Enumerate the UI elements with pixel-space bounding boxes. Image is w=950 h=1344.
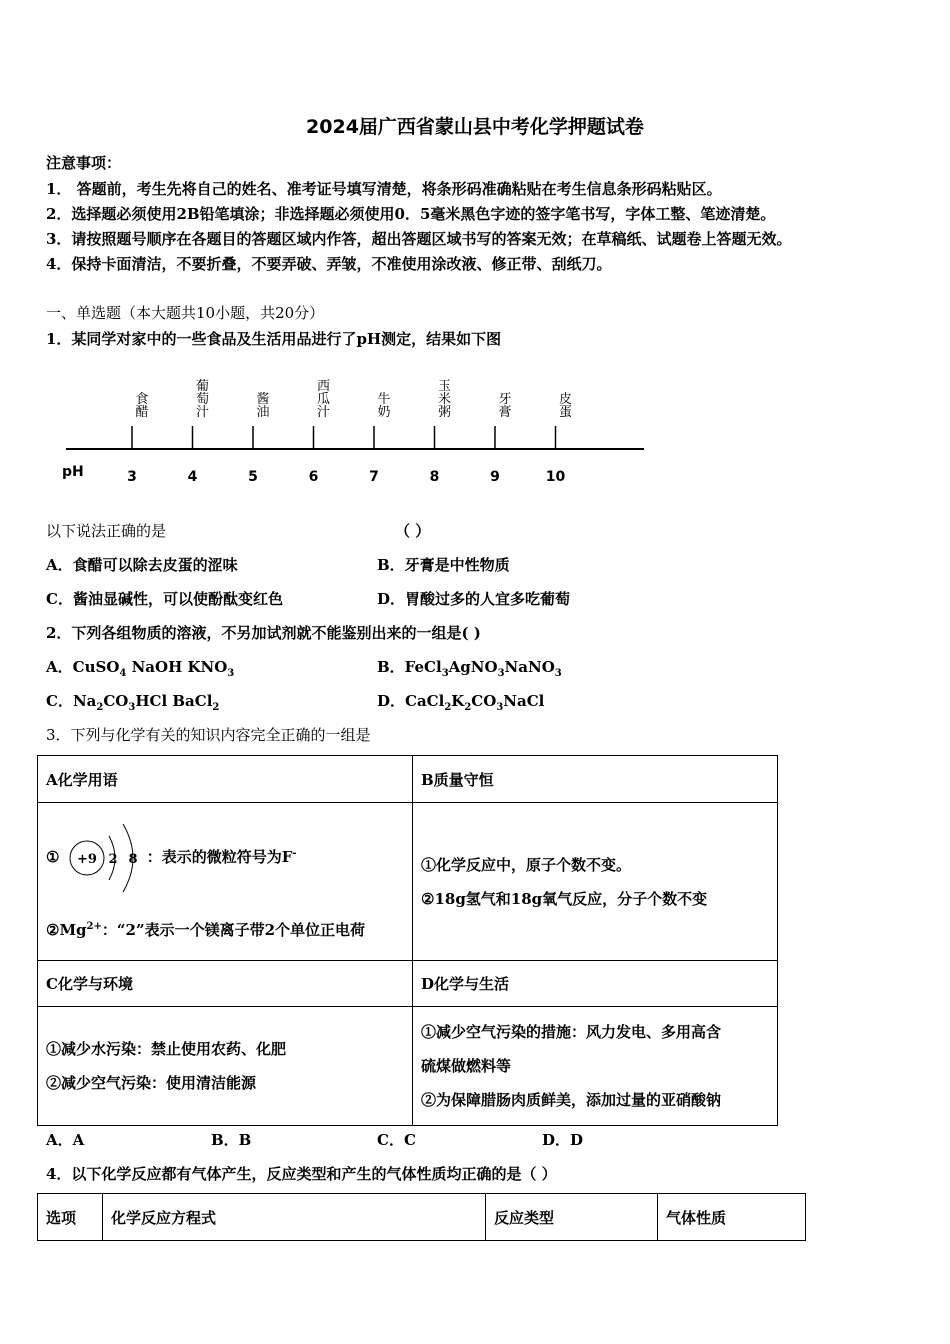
ph-item-label: 牛奶: [377, 392, 391, 420]
q2-option-d: D．$CaCl_2K_2CO_3NaCl$: [377, 692, 545, 713]
q3-cell-a-head: A化学用语: [38, 756, 413, 803]
q3-d-item1a: ①减少空气污染的措施：风力发电、多用高含: [421, 1023, 722, 1041]
ph-item-label: 牙膏: [498, 392, 512, 420]
ph-item-label: 皮蛋: [558, 392, 573, 420]
question-2-stem: 2．下列各组物质的溶液，不另加试剂就不能鉴别出来的一组是( ): [46, 624, 481, 642]
section-heading: 一、单选题（本大题共10小题，共20分）: [46, 304, 325, 322]
ph-tick-label: 8: [429, 469, 440, 485]
q3-a-item1: ① +9 2 8 ：表示的微粒符号为F-: [46, 846, 297, 867]
q1-option-c: C．酱油显碱性，可以使酚酞变红色: [46, 590, 283, 608]
q2-option-b: B．FeCl$_3$AgNO$_3$NaNO$_3$: [377, 658, 562, 679]
q3-option-d: D．D: [542, 1131, 584, 1149]
electron-count-1: 2: [108, 852, 118, 867]
ph-tick-label: 10: [545, 469, 566, 485]
q4-header-option: 选项: [38, 1194, 103, 1241]
q3-cell-d-body: [413, 1007, 778, 1126]
notice-item: 2．选择题必须使用2B铅笔填涂；非选择题必须使用0．5毫米黑色字迹的签字笔书写，字体工整、笔迹清楚。: [46, 205, 776, 223]
ph-item-label: 食醋: [135, 392, 149, 420]
ph-scale-figure: [40, 360, 660, 490]
q1-option-d: D．胃酸过多的人宜多吃葡萄: [377, 590, 571, 608]
q2-option-a: A．CuSO$_4$ NaOH $KNO_3$: [46, 658, 235, 679]
q4-header-reaction-type: 反应类型: [486, 1194, 658, 1241]
ph-tick-label: 4: [187, 469, 198, 485]
fluorine-atom-diagram: [65, 818, 147, 898]
q3-cell-b-head: B质量守恒: [413, 756, 778, 803]
question-4-stem: 4．以下化学反应都有气体产生，反应类型和产生的气体性质均正确的是（ ）: [46, 1165, 557, 1183]
answer-paren: （ ）: [395, 522, 431, 540]
q3-c-item1: ①减少水污染：禁止使用农药、化肥: [46, 1040, 287, 1058]
q3-b-item2: ②18g氢气和18g氧气反应，分子个数不变: [421, 889, 708, 908]
q3-cell-c-body: [38, 1007, 413, 1126]
q3-cell-a-body: [38, 803, 413, 961]
q3-b-item1: ①化学反应中，原子个数不变。: [421, 855, 632, 874]
question-1-prompt: 以下说法正确的是: [46, 522, 167, 540]
q4-table: [37, 1193, 806, 1241]
ph-item-label: 玉米粥: [437, 379, 452, 420]
q3-cell-c-head: C化学与环境: [38, 961, 413, 1007]
ph-axis-label: pH: [62, 464, 84, 480]
question-3-stem: 3．下列与化学有关的知识内容完全正确的一组是: [46, 726, 371, 744]
q3-option-b: B．B: [211, 1131, 252, 1149]
notice-item: 1． 答题前，考生先将自己的姓名、准考证号填写清楚，将条形码准确粘贴在考生信息条形码粘贴区。: [46, 180, 722, 198]
nucleus-charge: +9: [76, 852, 97, 867]
ph-tick-label: 3: [127, 469, 137, 485]
notice-item: 4．保持卡面清洁，不要折叠，不要弄破、弄皱，不准使用涂改液、修正带、刮纸刀。: [46, 255, 612, 273]
ph-tick-label: 5: [248, 469, 258, 485]
ph-item-label: 酱油: [256, 392, 270, 420]
ph-item-label: 葡萄汁: [195, 379, 210, 420]
q3-option-c: C．C: [377, 1131, 416, 1149]
q4-header-equation: 化学反应方程式: [103, 1194, 486, 1241]
ph-tick-label: 7: [369, 469, 379, 485]
q3-a-item2: $②Mg^{2+}$：“2”表示一个镁离子带2个单位正电荷: [46, 921, 366, 939]
ph-tick-label: 9: [490, 469, 500, 485]
notice-heading: 注意事项：: [46, 154, 122, 172]
q3-option-a: A．A: [46, 1131, 85, 1149]
q4-header-gas-property: 气体性质: [658, 1194, 806, 1241]
page-title: 2024届广西省蒙山县中考化学押题试卷: [306, 116, 644, 138]
q3-cell-d-head: D化学与生活: [413, 961, 778, 1007]
electron-count-2: 8: [128, 852, 138, 867]
question-1-stem: 1．某同学对家中的一些食品及生活用品进行了pH测定，结果如下图: [46, 330, 502, 348]
q3-c-item2: ②减少空气污染：使用清洁能源: [46, 1074, 257, 1092]
q3-d-item2: ②为保障腊肠肉质鲜美，添加过量的亚硝酸钠: [421, 1091, 722, 1109]
q2-option-c: C．$Na_2CO_3HCl$ BaCl$_2$: [46, 692, 220, 713]
q3-table: [37, 755, 778, 1126]
ph-item-label: 西瓜汁: [316, 379, 331, 420]
notice-item: 3．请按照题号顺序在各题目的答题区域内作答，超出答题区域书写的答案无效；在草稿纸、试题卷上答题无效。: [46, 230, 792, 248]
q3-d-item1b: 硫煤做燃料等: [421, 1057, 512, 1075]
ph-tick-label: 6: [308, 469, 319, 485]
q1-option-b: B．牙膏是中性物质: [377, 556, 510, 574]
q1-option-a: A．食醋可以除去皮蛋的涩味: [46, 556, 238, 574]
q3-cell-b-body: [413, 803, 778, 961]
